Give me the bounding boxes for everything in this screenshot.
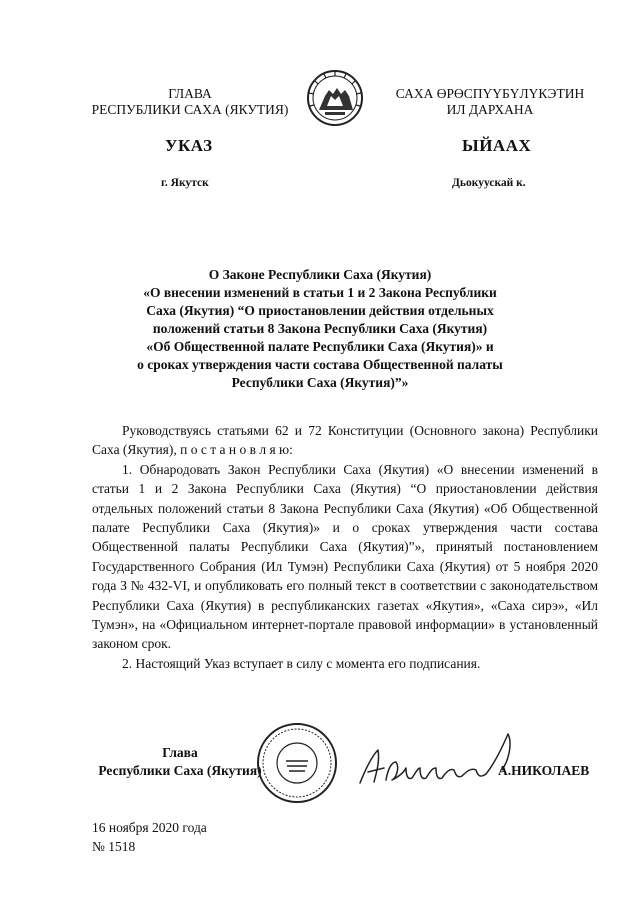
header-left-line2: РЕСПУБЛИКИ САХА (ЯКУТИЯ)	[91, 102, 289, 117]
city-dyokuuskai: Дьокуускай к.	[452, 177, 526, 189]
footer-block	[92, 818, 207, 856]
subject-line: О Законе Республики Саха (Якутия)	[208, 267, 432, 282]
subject-line: «О внесении изменений в статьи 1 и 2 Закона Республики	[143, 285, 497, 300]
header-right-line2: ИЛ ДАРХАНА	[446, 102, 534, 117]
signature-title-line2: Республики Саха (Якутия)	[98, 763, 262, 778]
decree-number: № 1518	[92, 839, 136, 854]
header-right-block	[375, 86, 605, 118]
header-left-block	[70, 86, 310, 118]
header-right-line1: САХА ӨРӨСПҮҮБҮЛҮКЭТИН	[395, 86, 585, 101]
title-yiyaakh: ЫЙААХ	[462, 136, 532, 155]
signature-title-line1: Глава	[162, 745, 198, 760]
official-stamp	[256, 722, 338, 804]
body-intro: Руководствуясь статьями 62 и 72 Конституции (Основного закона) Республики Саха (Якутия), п о с т а н о в л я ю:	[92, 423, 598, 458]
decree-date: 16 ноября 2020 года	[92, 820, 207, 835]
title-ukaz: УКАЗ	[165, 136, 213, 155]
city-yakutsk: г. Якутск	[161, 177, 209, 189]
signer-name: А.НИКОЛАЕВ	[498, 763, 590, 778]
subject-line: Саха (Якутия) “О приостановлении действия отдельных	[146, 303, 494, 318]
header-left-line1: ГЛАВА	[168, 86, 212, 101]
subject-line: положений статьи 8 Закона Республики Саха (Якутия)	[152, 321, 488, 336]
handwritten-signature	[352, 728, 522, 798]
body-item-1: 1. Обнародовать Закон Республики Саха (Якутия) «О внесении изменений в статьи 1 и 2 Закона Республики Саха (Якутия) “О приостановлении действия отдельных положений статьи 8 Закона Республики Саха (Якутия) «Об Общественной палате Республики Саха (Якутия)» и о сроках утверждения части состава Общественной палаты Республики Саха (Якутия)”», принятый постановлением Государственного Собрания (Ил Тумэн) Республики Саха (Якутия) от 5 ноября 2020 года З № 432-VI, и опубликовать его полный текст в соответствии с законодательством Республики Саха (Якутия) в республиканских газетах «Якутия», «Саха сирэ», «Ил Тумэн», на «Официальном интернет-портале правовой информации» в установленный законом срок.	[92, 461, 598, 652]
subject-line: «Об Общественной палате Республики Саха (Якутия)» и	[146, 339, 494, 354]
coat-of-arms-emblem	[305, 66, 365, 130]
signature-title	[92, 744, 268, 780]
subject-line: Республики Саха (Якутия)”»	[231, 375, 409, 390]
body-item-2: 2. Настоящий Указ вступает в силу с момента его подписания.	[122, 655, 481, 671]
subject-line: о сроках утверждения части состава Общественной палаты	[137, 357, 503, 372]
decree-body	[92, 421, 598, 673]
decree-subject	[90, 266, 550, 392]
